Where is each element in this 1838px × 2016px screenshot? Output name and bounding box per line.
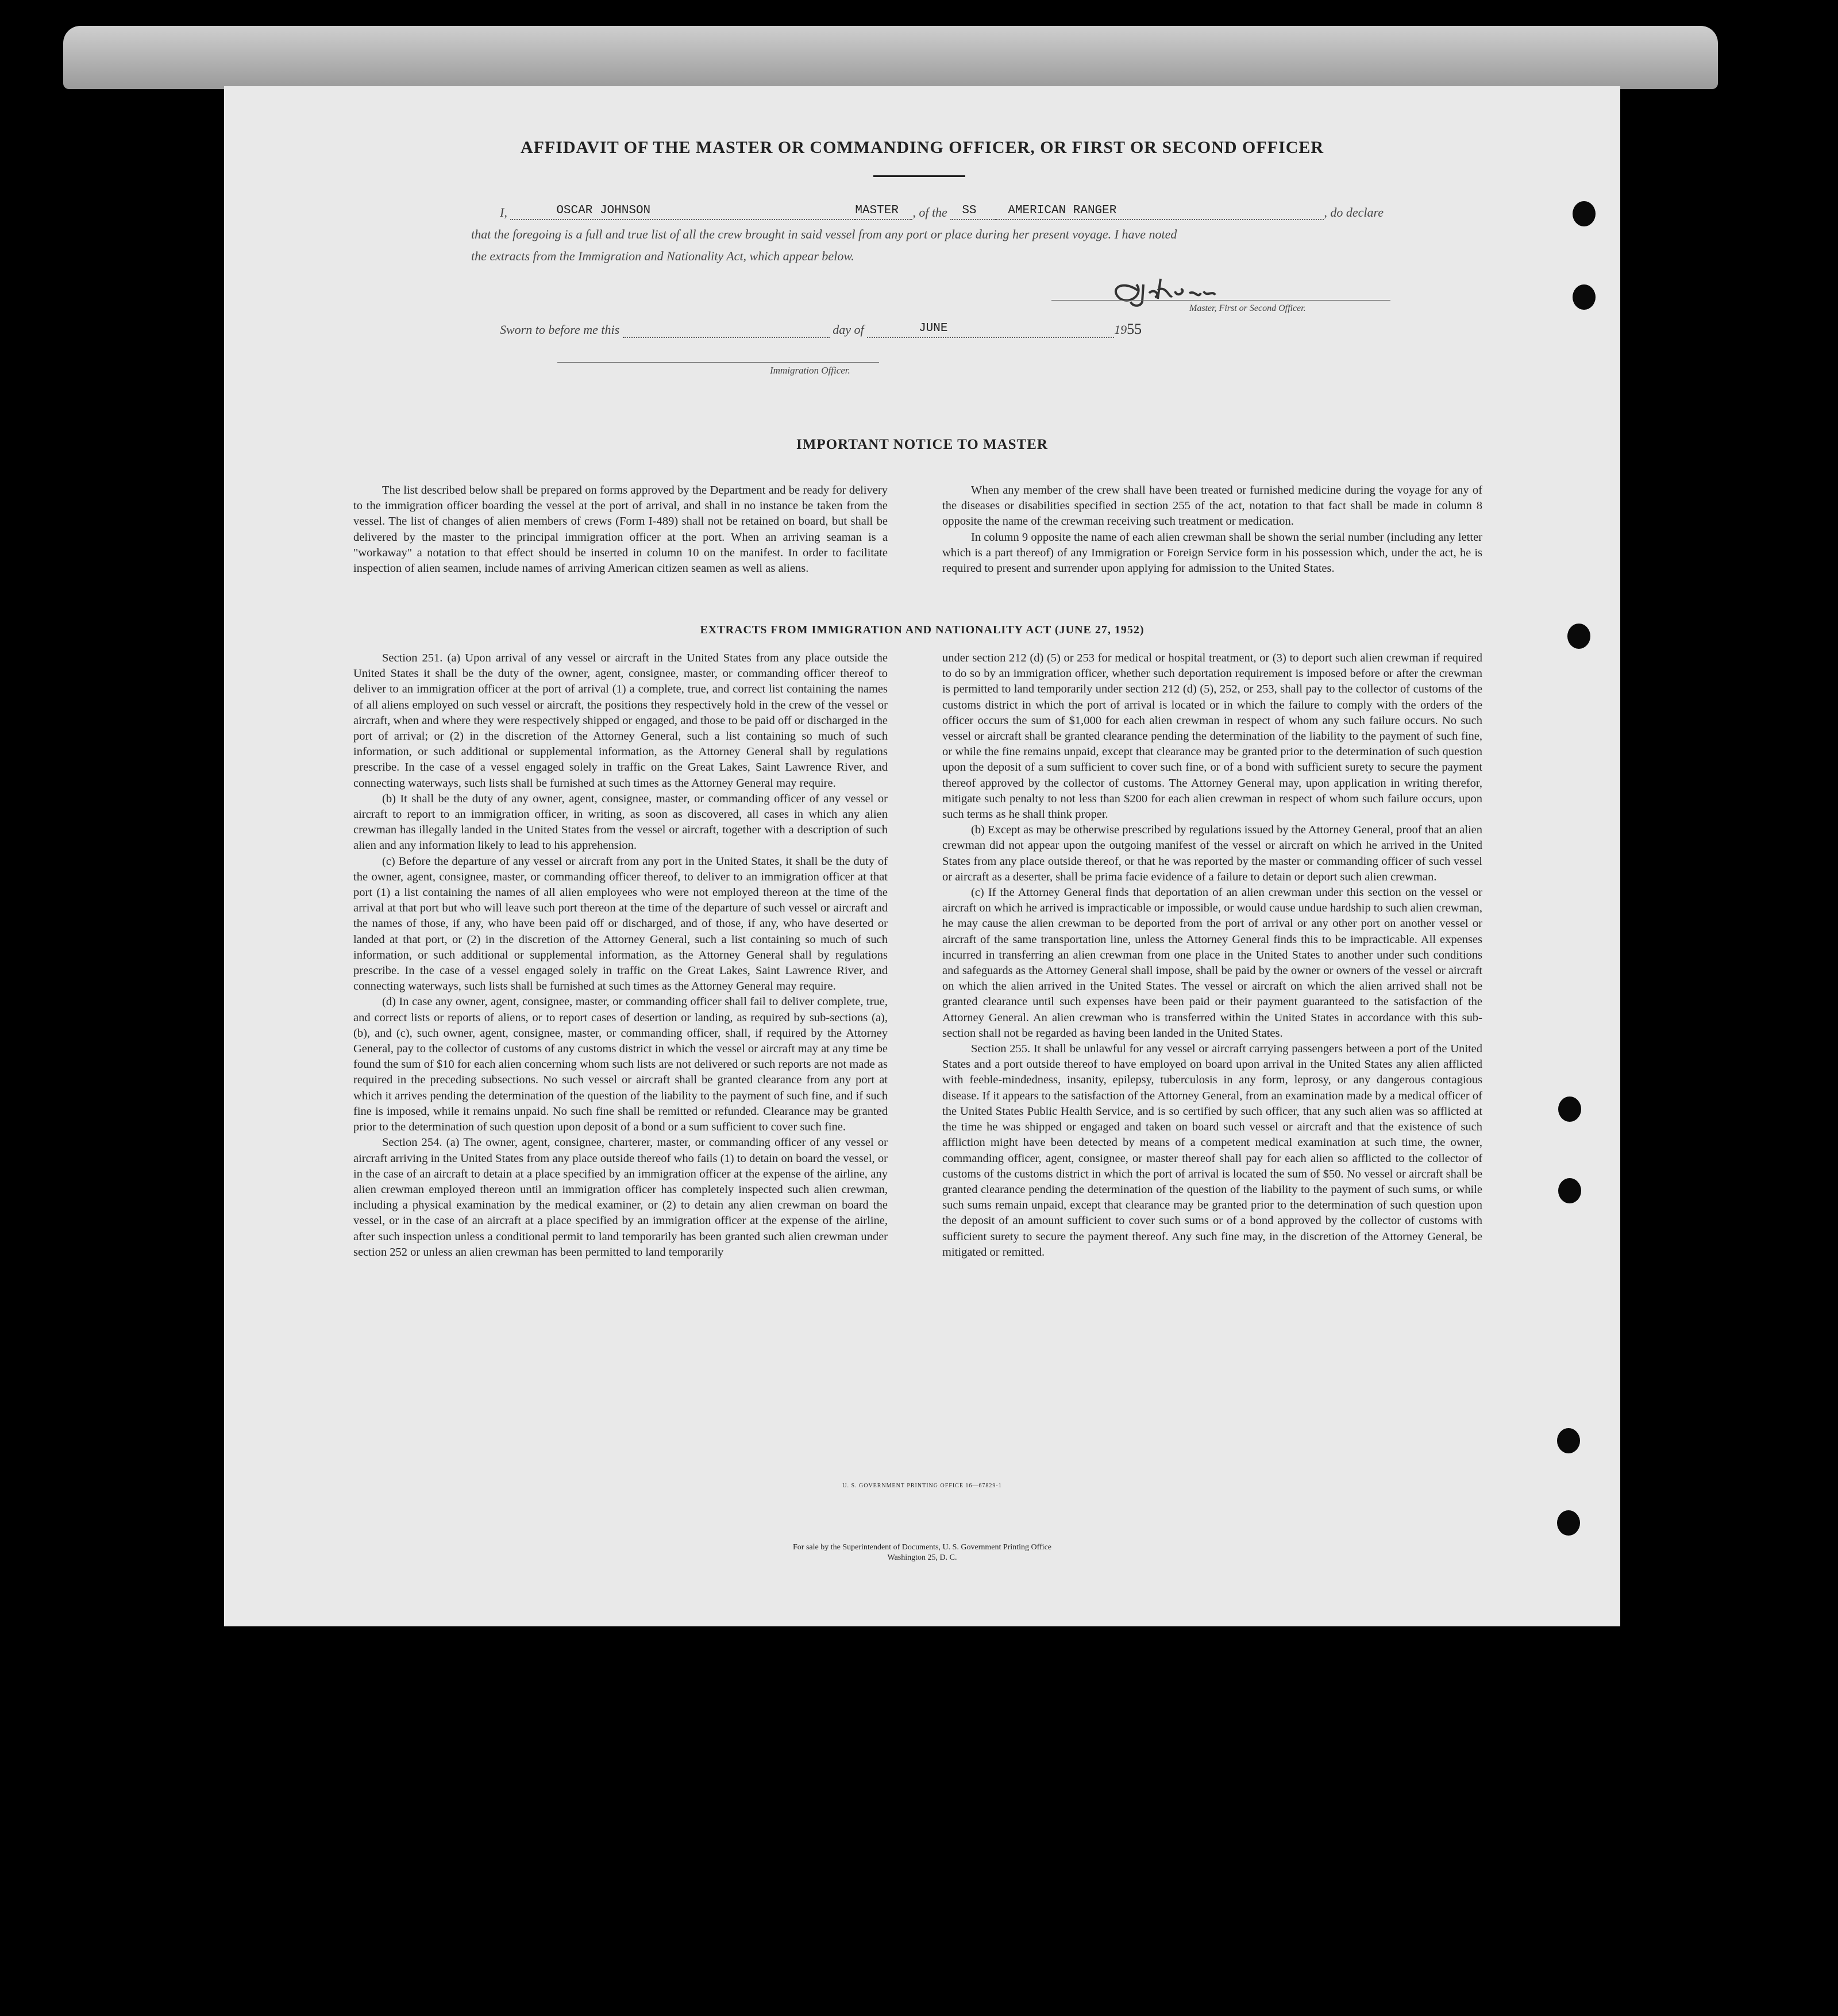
sworn-line [500,321,1142,338]
sworn-day-field [623,322,830,338]
punch-hole [1557,1510,1580,1536]
do-declare-label: , do declare [1324,205,1384,220]
section-251-b: (b) It shall be the duty of any owner, agent, consignee, master, or commanding officer of any vessel or aircraft to report to an immigration officer, in writing, as soon as discovered, all cases in which any alien crewman has illegally landed in the United States from the vessel or aircraft, together with a description of such alien and any information likely to lead to his apprehension. [353,792,888,852]
scanner-edge [63,26,1718,89]
punch-hole [1557,1428,1580,1453]
section-254-c: (c) If the Attorney General finds that deportation of an alien crewman under this section on the vessel or aircraft on which he arrived is impracticable or impossible, or would cause undue hardship to such alien crewman, he may cause the alien crewman to be deported from the port of arrival or any other port on another vessel or aircraft of the same transportation line, unless the Attorney General finds this to be impracticable. All expenses incurred in transferring an alien crewman from one place in the United States to another under such conditions and safeguards as the Attorney General shall impose, shall be paid by the owner or owners of the vessel or aircraft on which the alien arrived in the United States. The vessel or aircraft on which the alien arrived shall not be granted clearance until such expenses have been paid or their payment guaranteed to the satisfaction of the Attorney General. An alien crewman who is transferred within the United States in accordance with this sub-section shall not be regarded as having been landed in the United States. [942,886,1482,1040]
printing-office-code: U. S. GOVERNMENT PRINTING OFFICE 16—67829-1 [842,1483,1002,1489]
notice-left-column [353,483,888,576]
section-254-a-continued: under section 212 (d) (5) or 253 for medical or hospital treatment, or (3) to deport such alien crewman if required to do so by an immigration officer, whether such deportation requirement is imposed before or after the crewman is permitted to land temporarily under section 212 (d) (5), 252, or 253, shall pay to the collector of customs of the customs district in which the port of arrival is located or in which the failure to comply with the orders of the officer occurs the sum of $1,000 for each alien crewman in respect of whom any such failure occurs. No such vessel or aircraft shall be granted clearance pending the determination of the liability to the payment of such fine, or while the fine remains unpaid, except that clearance may be granted prior to the determination of such question upon the deposit of a sum sufficient to cover such fine, or of a bond with sufficient surety to secure the payment thereof approved by the collector of customs. The Attorney General may, upon application in writing therefor, mitigate such penalty to not less than $200 for each alien crewman in respect of whom such failure occurs, upon such terms as he shall think proper. [942,652,1482,821]
notice-right-paragraph-2: In column 9 opposite the name of each alien crewman shall be shown the serial number (including any letter which is a part thereof) of any Immigration or Foreign Service form in his possession which, under the act, he is required to present and surrender upon applying for admission to the United States. [942,530,1482,575]
section-254-b: (b) Except as may be otherwise prescribed by regulations issued by the Attorney General, proof that an alien crewman did not appear upon the outgoing manifest of the vessel or aircraft on which he arrived in the United States from any place outside thereof, or that he was reported by the master or commanding officer of such vessel or aircraft as a deserter, shall be prima facie evidence of a failure to detain or deport such alien crewman. [942,824,1482,883]
sworn-label: Sworn to before me this [500,322,620,337]
day-of-label: day of [833,322,864,337]
notice-title: IMPORTANT NOTICE TO MASTER [796,437,1048,452]
affidavit-title: AFFIDAVIT OF THE MASTER OR COMMANDING OFFICER, OR FIRST OR SECOND OFFICER [520,138,1324,157]
signature-rule [1051,300,1390,301]
declaration-line [500,204,1384,220]
notice-right-paragraph-1: When any member of the crew shall have been treated or furnished medicine during the voyage for any of the diseases or disabilities specified in section 255 of the act, notation to that fact shall be made in column 8 opposite the name of the crewman receiving such treatment or medication. [942,484,1482,528]
extracts-title: EXTRACTS FROM IMMIGRATION AND NATIONALITY ACT (JUNE 27, 1952) [700,624,1145,636]
section-255: Section 255. It shall be unlawful for any vessel or aircraft carrying passengers between a port of the United States and a port outside thereof to have employed on board upon arrival in the United States any alien afflicted with feeble-mindedness, insanity, epilepsy, tuberculosis in any form, leprosy, or any dangerous contagious disease. If it appears to the satisfaction of the Attorney General, from an examination made by a medical officer of the United States Public Health Service, and is so certified by such officer, that any such alien was so afflicted at the time he was shipped or engaged and taken on board such vessel or aircraft and that the existence of such affliction might have been detected by means of a competent medical examination at such time, the owner, commanding officer, agent, consignee, or master thereof shall pay for each alien so afflicted to the collector of customs of the customs district in which the port of arrival is located the sum of $50. No vessel or aircraft shall be granted clearance pending the determination of the question of the liability to the payment of such sums, or while such sums remain unpaid, except that clearance may be granted prior to the determination of such question upon the deposit of an amount sufficient to cover such sums or of a bond approved by the collector of customs with sufficient surety to secure the payment thereof. Any such fine may, in the discretion of the Attorney General, be mitigated or remitted. [942,1042,1482,1259]
officer-signature-rule [557,362,879,363]
section-251-d: (d) In case any owner, agent, consignee, master, or commanding officer shall fail to deliver complete, true, and correct lists or reports of aliens, or to report cases of desertion or landing, as required by sub-sections (a), (b), and (c), such owner, agent, consignee, master, or commanding officer, shall, if required by the Attorney General, pay to the collector of customs of any customs district in which the vessel or aircraft may at any time be found the sum of $10 for each alien concerning whom such lists are not delivered or such reports are not made as required in the preceding subsections. No such vessel or aircraft shall be granted clearance from any port at which it arrives pending the determination of the question of the liability to the payment of such fine, and if such fine is imposed, while it remains unpaid. No such fine shall be remitted or refunded. Clearance may be granted prior to the determination of such question upon deposit of a bond or a sum sufficient to cover such fine. [353,995,888,1134]
title-rule [873,175,965,177]
signature-caption: Master, First or Second Officer. [1189,303,1306,313]
punch-hole [1573,201,1596,226]
punch-hole [1558,1097,1581,1122]
punch-hole [1567,624,1590,649]
extracts-left-column [353,651,888,1260]
punch-hole [1558,1178,1581,1203]
year-suffix: 55 [1127,321,1142,337]
extracts-right-column [942,651,1482,1260]
notice-right-column [942,483,1482,576]
name-field: OSCAR JOHNSON [510,204,855,220]
vessel-name-field: AMERICAN RANGER [996,204,1324,220]
of-the-label: , of the [912,205,947,220]
rank-field: MASTER [855,204,912,220]
sale-line-1: For sale by the Superintendent of Documents, U. S. Government Printing Office [793,1543,1051,1552]
document-page [224,86,1620,1626]
sale-line-2: Washington 25, D. C. [887,1553,957,1562]
declaration-body-2: the extracts from the Immigration and Nationality Act, which appear below. [471,249,854,263]
month-field: JUNE [867,322,1114,338]
vessel-prefix-field: SS [950,204,996,220]
section-251-c: (c) Before the departure of any vessel or aircraft from any port in the United States, it shall be the duty of the owner, agent, consignee, master, or commanding officer thereof, to deliver to an immigration officer at that port (1) a list containing the names of all alien employees who were not employed thereon at the time of the arrival at that port but who will leave such port thereon at the time of the departure of such vessel or aircraft and the names of those, if any, who have been paid off or discharged, and of those, if any, who have deserted or landed at that port, or (2) in the discretion of the Attorney General, such a list containing so much of such information, or such additional or supplemental information, as the Attorney General shall by regulations prescribe. In the case of a vessel engaged solely in traffic on the Great Lakes, Saint Lawrence River, and connecting waterways, such lists shall be furnished at such times as the Attorney General may require. [353,855,888,993]
declaration-body-1: that the foregoing is a full and true list of all the crew brought in said vessel from any port or place during her present voyage. I have noted [471,227,1177,241]
section-251-a: Section 251. (a) Upon arrival of any vessel or aircraft in the United States from any place outside the United States it shall be the duty of the owner, agent, consignee, master, or commanding officer thereof to deliver to an immigration officer at the port of arrival (1) a complete, true, and correct list containing the names of all aliens employed on such vessel or aircraft, the positions they respectively hold in the crew of the vessel or aircraft, when and where they were respectively shipped or engaged, and those to be paid off or discharged in the port of arrival; or (2) in the discretion of the Attorney General, such a list containing so much of such information, or such additional or supplemental information, as the Attorney General shall by regulations prescribe. In the case of a vessel engaged solely in traffic on the Great Lakes, Saint Lawrence River, and connecting waterways, such lists shall be furnished at such times as the Attorney General may require. [353,652,888,790]
notice-left-paragraph: The list described below shall be prepared on forms approved by the Department and be ready for delivery to the immigration officer boarding the vessel at the port of arrival, and shall in no instance be taken from the vessel. The list of changes of alien members of crews (Form I-489) shall not be retained on board, but shall be delivered by the master to the principal immigration officer at the port. When an arriving seaman is a "workaway" a notation to that effect should be inserted in column 10 on the manifest. In order to facilitate inspection of alien seamen, include names of arriving American citizen seamen as well as aliens. [353,484,888,575]
year-prefix: 19 [1114,322,1127,337]
master-signature [1074,267,1431,302]
section-254-a: Section 254. (a) The owner, agent, consignee, charterer, master, or commanding officer of any vessel or aircraft arriving in the United States from any place outside thereof who fails (1) to detain on board the vessel, or in the case of an aircraft to detain at a place specified by an immigration officer at the expense of the airline, any alien crewman employed thereon until an immigration officer has completely inspected such alien crewman, including a physical examination by the medical examiner, or (2) to detain any alien crewman on board the vessel, or in the case of an aircraft at a place specified by an immigration officer at the expense of the airline, after such inspection unless a conditional permit to land temporarily has been granted such alien crewman under section 252 or unless an alien crewman has been permitted to land temporarily [353,1136,888,1259]
officer-caption: Immigration Officer. [770,365,850,376]
i-label: I, [500,205,507,220]
punch-hole [1573,284,1596,310]
